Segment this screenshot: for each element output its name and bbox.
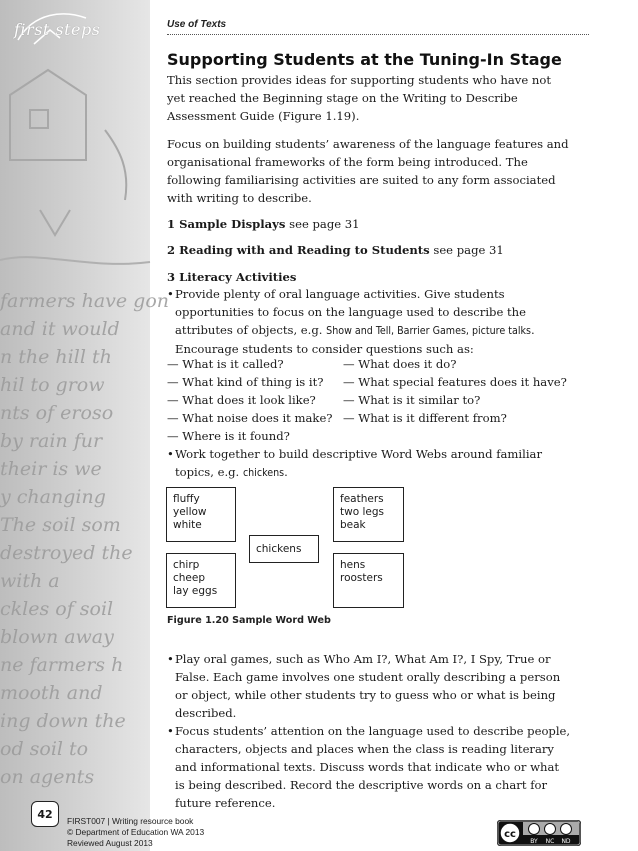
- word: cheep: [173, 572, 206, 584]
- text-line: characters, objects and places when the class is reading literary: [175, 742, 554, 756]
- header-divider: [167, 34, 589, 35]
- activity-examples: Show and Tell, Barrier Games, picture talks: [326, 325, 531, 337]
- text-line: described.: [175, 706, 237, 720]
- word: beak: [340, 519, 366, 531]
- text-line: Focus students’ attention on the language used to describe people,: [175, 724, 571, 738]
- cc-mark: cc: [504, 829, 516, 840]
- text-line: organisational frameworks of the form being introduced. The: [167, 155, 528, 169]
- text-line: Play oral games, such as Who Am I?, What Am I?, I Spy, True or: [175, 652, 551, 666]
- figure-caption: Figure 1.20 Sample Word Web: [167, 615, 331, 626]
- text-line: and informational texts. Discuss words that indicate who or what: [175, 760, 560, 774]
- bullet-marker: •: [167, 652, 174, 666]
- text-line: False. Each game involves one student orally describing a person: [175, 670, 561, 684]
- text-segment: attributes of objects, e.g.: [175, 323, 323, 337]
- scrawl-15: mooth and: [0, 682, 103, 704]
- text-line: Work together to build descriptive Word Webs around familiar: [175, 447, 542, 461]
- scrawl-13: blown away: [0, 626, 114, 648]
- section-heading: 2 Reading with and Reading to Students: [167, 243, 430, 257]
- text-line: yet reached the Beginning stage on the Writing to Describe: [167, 91, 518, 105]
- text-line: is being described. Record the descriptive words on a chart for: [175, 778, 548, 792]
- scrawl-10: destroyed the: [0, 542, 133, 564]
- question: — Where is it found?: [167, 429, 290, 443]
- scrawl-4: hil to grow: [0, 374, 105, 396]
- scrawl-1: farmers have gon: [0, 290, 169, 312]
- scrawl-2: and it would: [0, 318, 120, 340]
- scrawl-16: ing down the: [0, 710, 126, 732]
- text-line: [175, 463, 607, 482]
- bullet-word-webs: [167, 445, 607, 482]
- text-segment: .: [530, 323, 535, 337]
- text-segment: .: [284, 465, 288, 479]
- page-number: 42: [31, 801, 59, 827]
- scrawl-9: The soil som: [0, 514, 121, 536]
- question-row: [167, 409, 607, 427]
- section-literacy-activities: 3 Literacy Activities: [167, 270, 297, 284]
- creative-commons-badge: [497, 820, 581, 846]
- page-reference: see page 31: [289, 217, 360, 231]
- question-row: [167, 355, 607, 373]
- bullet-marker: •: [167, 287, 174, 301]
- question-row: [167, 391, 607, 409]
- word: chirp: [173, 559, 200, 571]
- word-web-box-top-left: [166, 487, 236, 542]
- scrawl-18: on agents: [0, 766, 95, 788]
- section-heading: 1 Sample Displays: [167, 217, 286, 231]
- section-reading: [167, 241, 597, 259]
- sidebar-background: [0, 0, 169, 851]
- question: — What kind of thing is it?: [167, 375, 324, 389]
- question: — What is it different from?: [343, 411, 507, 425]
- text-line: This section provides ideas for supporting students who have not: [167, 73, 551, 87]
- text-line: opportunities to focus on the language used to describe the: [175, 305, 526, 319]
- text-line: [175, 321, 607, 340]
- page-title: Supporting Students at the Tuning-In Stage: [167, 50, 562, 69]
- scrawl-5: nts of eroso: [0, 402, 114, 424]
- nc-label: NC: [545, 838, 555, 845]
- footer-line: FIRST007 | Writing resource book: [67, 816, 194, 826]
- text-line: Provide plenty of oral language activities. Give students: [175, 287, 505, 301]
- footer-line: © Department of Education WA 2013: [67, 827, 205, 837]
- scrawl-7: their is we: [0, 458, 102, 480]
- text-line: Encourage students to consider questions such as:: [175, 342, 474, 356]
- text-line: future reference.: [175, 796, 276, 810]
- bullet-focus-language: [167, 722, 607, 812]
- bullet-marker: •: [167, 447, 174, 461]
- question: — What does it look like?: [167, 393, 316, 407]
- by-label: BY: [530, 838, 538, 845]
- scrawl-17: od soil to: [0, 738, 89, 760]
- intro-paragraph-1: [167, 71, 597, 125]
- question: — What does it do?: [343, 357, 457, 371]
- scrawl-11: with a: [0, 570, 60, 592]
- word: roosters: [340, 572, 383, 584]
- page-reference: see page 31: [433, 243, 504, 257]
- text-segment: topics, e.g.: [175, 465, 240, 479]
- scrawl-14: ne farmers h: [0, 654, 124, 676]
- text-line: following familiarising activities are suited to any form associated: [167, 173, 556, 187]
- question-row: [167, 427, 607, 445]
- scrawl-12: ckles of soil: [0, 598, 114, 620]
- section-label: Use of Texts: [167, 19, 227, 30]
- question: — What is it similar to?: [343, 393, 481, 407]
- scrawl-6: by rain fur: [0, 430, 103, 452]
- footer-line: Reviewed August 2013: [67, 838, 153, 848]
- word: yellow: [173, 506, 207, 518]
- cc-license-icon: [497, 820, 581, 846]
- word: white: [173, 519, 202, 531]
- first-steps-logo: [14, 8, 101, 48]
- bullet-marker: •: [167, 724, 174, 738]
- intro-paragraph-2: [167, 135, 597, 207]
- word: hens: [340, 559, 366, 571]
- bullet-oral-language: [167, 285, 607, 358]
- question: — What is it called?: [167, 357, 284, 371]
- word-web-box-bottom-left: [166, 553, 236, 608]
- word: fluffy: [173, 493, 200, 505]
- topic-example: chickens: [242, 467, 285, 479]
- word: lay eggs: [173, 585, 218, 597]
- word-web-box-bottom-right: [333, 553, 404, 608]
- scrawl-3: n the hill th: [0, 346, 112, 368]
- text-line: Focus on building students’ awareness of the language features and: [167, 137, 569, 151]
- footer: [67, 816, 204, 849]
- word-web-box-top-right: [333, 487, 404, 542]
- question: — What special features does it have?: [343, 375, 567, 389]
- text-line: or object, while other students try to guess who or what is being: [175, 688, 556, 702]
- scrawl-8: y changing: [0, 486, 106, 508]
- text-line: Assessment Guide (Figure 1.19).: [167, 109, 360, 123]
- word-web-center: [249, 535, 319, 563]
- text-line: with writing to describe.: [167, 191, 312, 205]
- word: two legs: [340, 506, 384, 518]
- section-sample-displays: [167, 215, 597, 233]
- word: chickens: [256, 543, 302, 555]
- bullet-oral-games: [167, 650, 607, 722]
- question: — What noise does it make?: [167, 411, 333, 425]
- logo-text: first steps: [14, 20, 101, 39]
- question-row: [167, 373, 607, 391]
- word: feathers: [340, 493, 384, 505]
- nd-label: ND: [561, 838, 571, 845]
